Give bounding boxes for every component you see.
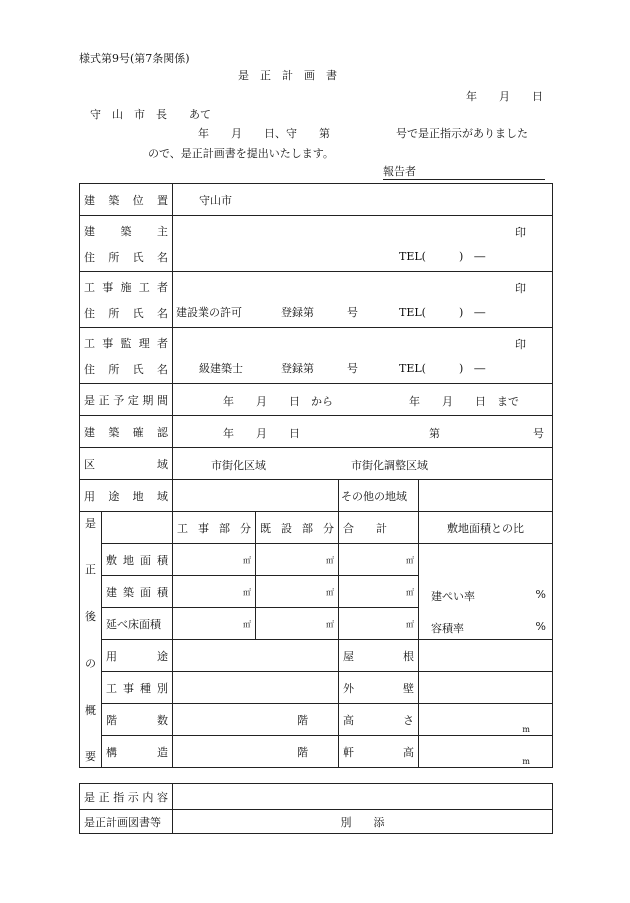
height-field[interactable]: m [419,704,553,736]
area-label: 区 域 [80,448,173,480]
supervisor-architect: 級建築士 [199,362,243,375]
floors-label: 階 数 [102,704,173,736]
other-zone-field[interactable] [419,480,553,512]
building-work[interactable]: ㎡ [173,576,256,608]
summary-table [79,511,553,768]
col-existing: 既 設 部 分 [256,512,339,544]
coverage-label: 建ぺい率 [431,590,475,603]
building-total[interactable]: ㎡ [339,576,419,608]
roof-field[interactable] [419,640,553,672]
height-label: 高 さ [339,704,419,736]
eave-label: 軒 高 [339,736,419,768]
supervisor-registration: 登録第 号 [281,362,358,375]
intro-line-1: 年 月 日、守 第 号で是正指示がありました [198,127,528,140]
period-from: 年 月 日 から [223,395,333,408]
addressee: 守 山 市 長 あて [90,108,211,121]
form-number: 様式第9号(第7条関係) [79,52,190,65]
footer-table [79,783,553,834]
docs-field[interactable]: 別 添 [173,810,553,834]
far-label: 容積率 [431,622,464,635]
confirm-field[interactable] [173,416,553,448]
row-building-label: 建 築 面 積 [102,576,173,608]
confirm-go: 号 [533,427,544,440]
floors-field[interactable]: 階 [173,704,339,736]
docs-label: 是正計画図書等 [80,810,173,834]
period-to: 年 月 日 まで [409,395,519,408]
confirm-date: 年 月 日 [223,427,300,440]
contractor-registration: 登録第 号 [281,306,358,319]
contractor-field[interactable] [173,272,553,328]
confirm-label: 建 築 確 認 [80,416,173,448]
supervisor-field[interactable] [173,328,553,384]
intro-line-2: ので、是正計画書を提出いたします。 [148,147,334,160]
contractor-label: 工 事 施 工 者 住 所 氏 名 [80,272,173,328]
period-field[interactable] [173,384,553,416]
wall-field[interactable] [419,672,553,704]
use-field[interactable] [173,640,339,672]
confirm-no: 第 [429,427,440,440]
contractor-seal: 印 [515,282,526,295]
zone-label: 用 途 地 域 [80,480,173,512]
location-value[interactable]: 守山市 [173,184,553,216]
row-floor-label: 延べ床面積 [102,608,173,640]
main-form-table [79,183,553,512]
owner-label: 建 築 主 住 所 氏 名 [80,216,173,272]
roof-label: 屋 根 [339,640,419,672]
wall-label: 外 壁 [339,672,419,704]
supervisor-seal: 印 [515,338,526,351]
other-zone-label: その他の地域 [339,480,419,512]
zone-field[interactable] [173,480,339,512]
owner-seal: 印 [515,226,526,239]
corner-cell [102,512,173,544]
supervisor-tel: TEL( ) ― [399,362,486,375]
col-total: 合 計 [339,512,419,544]
instruction-label: 是 正 指 示 内 容 [80,784,173,810]
structure-label: 構 造 [102,736,173,768]
row-site-label: 敷 地 面 積 [102,544,173,576]
site-total[interactable]: ㎡ [339,544,419,576]
reporter-line [383,163,545,180]
contractor-permit: 建設業の許可 [176,306,242,319]
far-percent: % [535,620,546,633]
owner-tel: TEL( ) ― [399,250,486,263]
reporter-label: 報告者 [383,165,416,178]
document-title: 是 正 計 画 書 [238,69,337,82]
building-existing[interactable]: ㎡ [256,576,339,608]
floor-existing[interactable]: ㎡ [256,608,339,640]
ratio-header: 敷地面積との比 [419,512,553,544]
site-existing[interactable]: ㎡ [256,544,339,576]
location-label: 建 築 位 置 [80,184,173,216]
area-field[interactable] [173,448,553,480]
floor-total[interactable]: ㎡ [339,608,419,640]
instruction-field[interactable] [173,784,553,810]
summary-vertical-label: 是 正 後 の 概 要 [80,512,102,768]
contractor-tel: TEL( ) ― [399,306,486,319]
ratio-field[interactable] [419,544,553,640]
period-label: 是 正 予 定 期 間 [80,384,173,416]
site-work[interactable]: ㎡ [173,544,256,576]
coverage-percent: % [535,588,546,601]
use-label: 用 途 [102,640,173,672]
floor-work[interactable]: ㎡ [173,608,256,640]
owner-field[interactable] [173,216,553,272]
submission-date: 年 月 日 [466,90,543,103]
col-work: 工 事 部 分 [173,512,256,544]
supervisor-label: 工 事 監 理 者 住 所 氏 名 [80,328,173,384]
area-option-control[interactable]: 市街化調整区域 [351,459,428,472]
eave-field[interactable]: m [419,736,553,768]
worktype-field[interactable] [173,672,339,704]
area-option-urbanization[interactable]: 市街化区域 [211,459,266,472]
worktype-label: 工 事 種 別 [102,672,173,704]
structure-field[interactable]: 階 [173,736,339,768]
